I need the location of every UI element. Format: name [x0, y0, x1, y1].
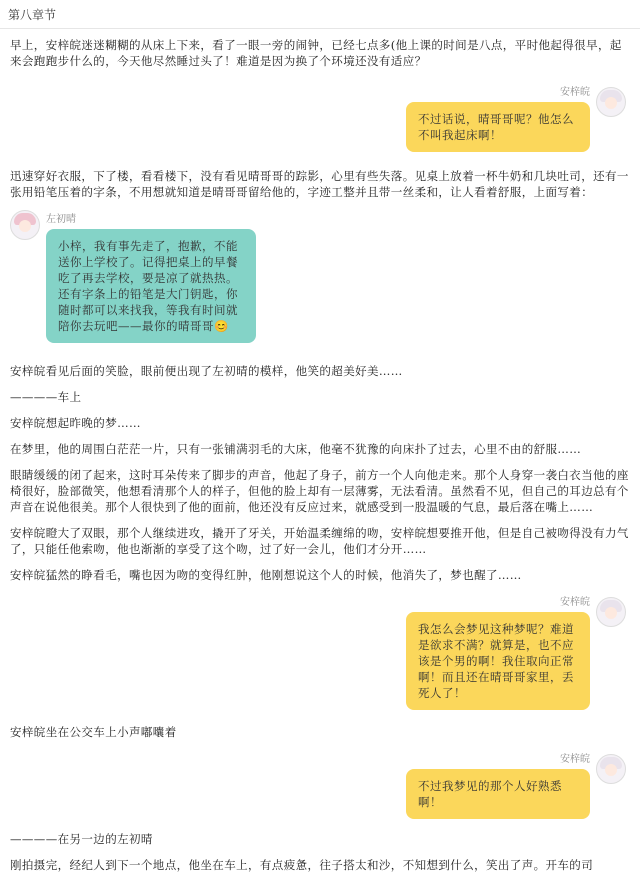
chat-message-right	[10, 83, 590, 152]
message-bubble: 不过我梦见的那个人好熟悉啊！	[406, 769, 590, 819]
chat-message-right	[10, 750, 590, 819]
paragraph: 安梓皖想起昨晚的梦……	[10, 416, 141, 430]
paragraph: 迅速穿好衣服，下了楼，看看楼下，没有看见晴哥哥的踪影，心里有些失落。见桌上放着一杯牛奶和几块吐司，还有一张用铅笔压着的字条，不用想就知道是晴哥哥留给他的，字迹工整并且带一丝柔和，让人看着舒服，上面写着：	[10, 169, 629, 199]
sender-name: 左初晴	[46, 214, 76, 225]
sender-name: 安梓皖	[560, 87, 590, 98]
story-content	[0, 29, 640, 873]
chapter-title: 第八章节	[8, 7, 57, 22]
sender-name: 安梓皖	[560, 597, 590, 608]
paragraph: 刚拍摄完，经纪人到下一个地点，他坐在车上，有点疲惫，往子搭太和沙，不知想到什么，笑出了声。开车的司	[10, 858, 594, 872]
paragraph: 安梓皖看见后面的笑脸，眼前便出现了左初晴的模样，他笑的超美好美……	[10, 364, 403, 378]
paragraph: 早上，安梓皖迷迷糊糊的从床上下来，看了一眼一旁的闹钟，已经七点多(他上课的时间是八点，平时他起得很早，起来会跑跑步什么的，今天他尽然睡过头了！难道是因为换了个环境还没有适应？	[10, 38, 622, 68]
avatar	[596, 754, 626, 784]
message-bubble: 我怎么会梦见这种梦呢？难道是欲求不满？就算是，也不应该是个男的啊！我住取向正常啊！而且还在晴哥哥家里，丢死人了！	[406, 612, 590, 710]
paragraph: 安梓皖瞪大了双眼，那个人继续进攻，撬开了牙关，开始温柔缠绵的吻，安梓皖想要推开他，但是自己被吻得没有力气了，只能任他索吻，他也渐渐的享受了这个吻，过了好一会儿，他们才分开……	[10, 526, 629, 556]
section-divider: ————车上	[10, 390, 82, 404]
chat-message-left	[10, 210, 630, 343]
paragraph: 安梓皖猛然的睁看毛，嘴也因为吻的变得红肿，他刚想说这个人的时候，他消失了，梦也醒了……	[10, 568, 522, 582]
avatar	[10, 210, 40, 240]
paragraph: 眼睛缓缓的闭了起来，这时耳朵传来了脚步的声音，他起了身子，前方一个人向他走来。那个人身穿一袭白衣当他的座椅很好，脸部微笑，他想看清那个人的样子，但他的脸上却有一层薄雾，无法看清。虽然看不见，但自己的耳边总有个声音在说他很美。那个人很快到了他的面前，他还没有反应过来，就感受到一股温暖的气息，最后落在嘴上……	[10, 468, 629, 514]
message-bubble: 不过话说，晴哥哥呢？他怎么不叫我起床啊！	[406, 102, 590, 152]
avatar	[596, 87, 626, 117]
paragraph: 在梦里，他的周围白茫茫一片，只有一张铺满羽毛的大床，他毫不犹豫的向床扑了过去，心里不由的舒服……	[10, 442, 582, 456]
message-bubble: 小梓，我有事先走了，抱歉，不能送你上学校了。记得把桌上的早餐吃了再去学校，要是凉了就热热。还有字条上的铅笔是大门钥匙，你随时都可以来找我，等我有时间就陪你去玩吧——最你的晴哥哥😊	[46, 229, 256, 343]
page-header	[0, 0, 640, 29]
section-divider: ————在另一边的左初晴	[10, 832, 153, 846]
sender-name: 安梓皖	[560, 754, 590, 765]
avatar	[596, 597, 626, 627]
chat-message-right	[10, 593, 590, 710]
paragraph: 安梓皖坐在公交车上小声嘟囔着	[10, 725, 177, 739]
